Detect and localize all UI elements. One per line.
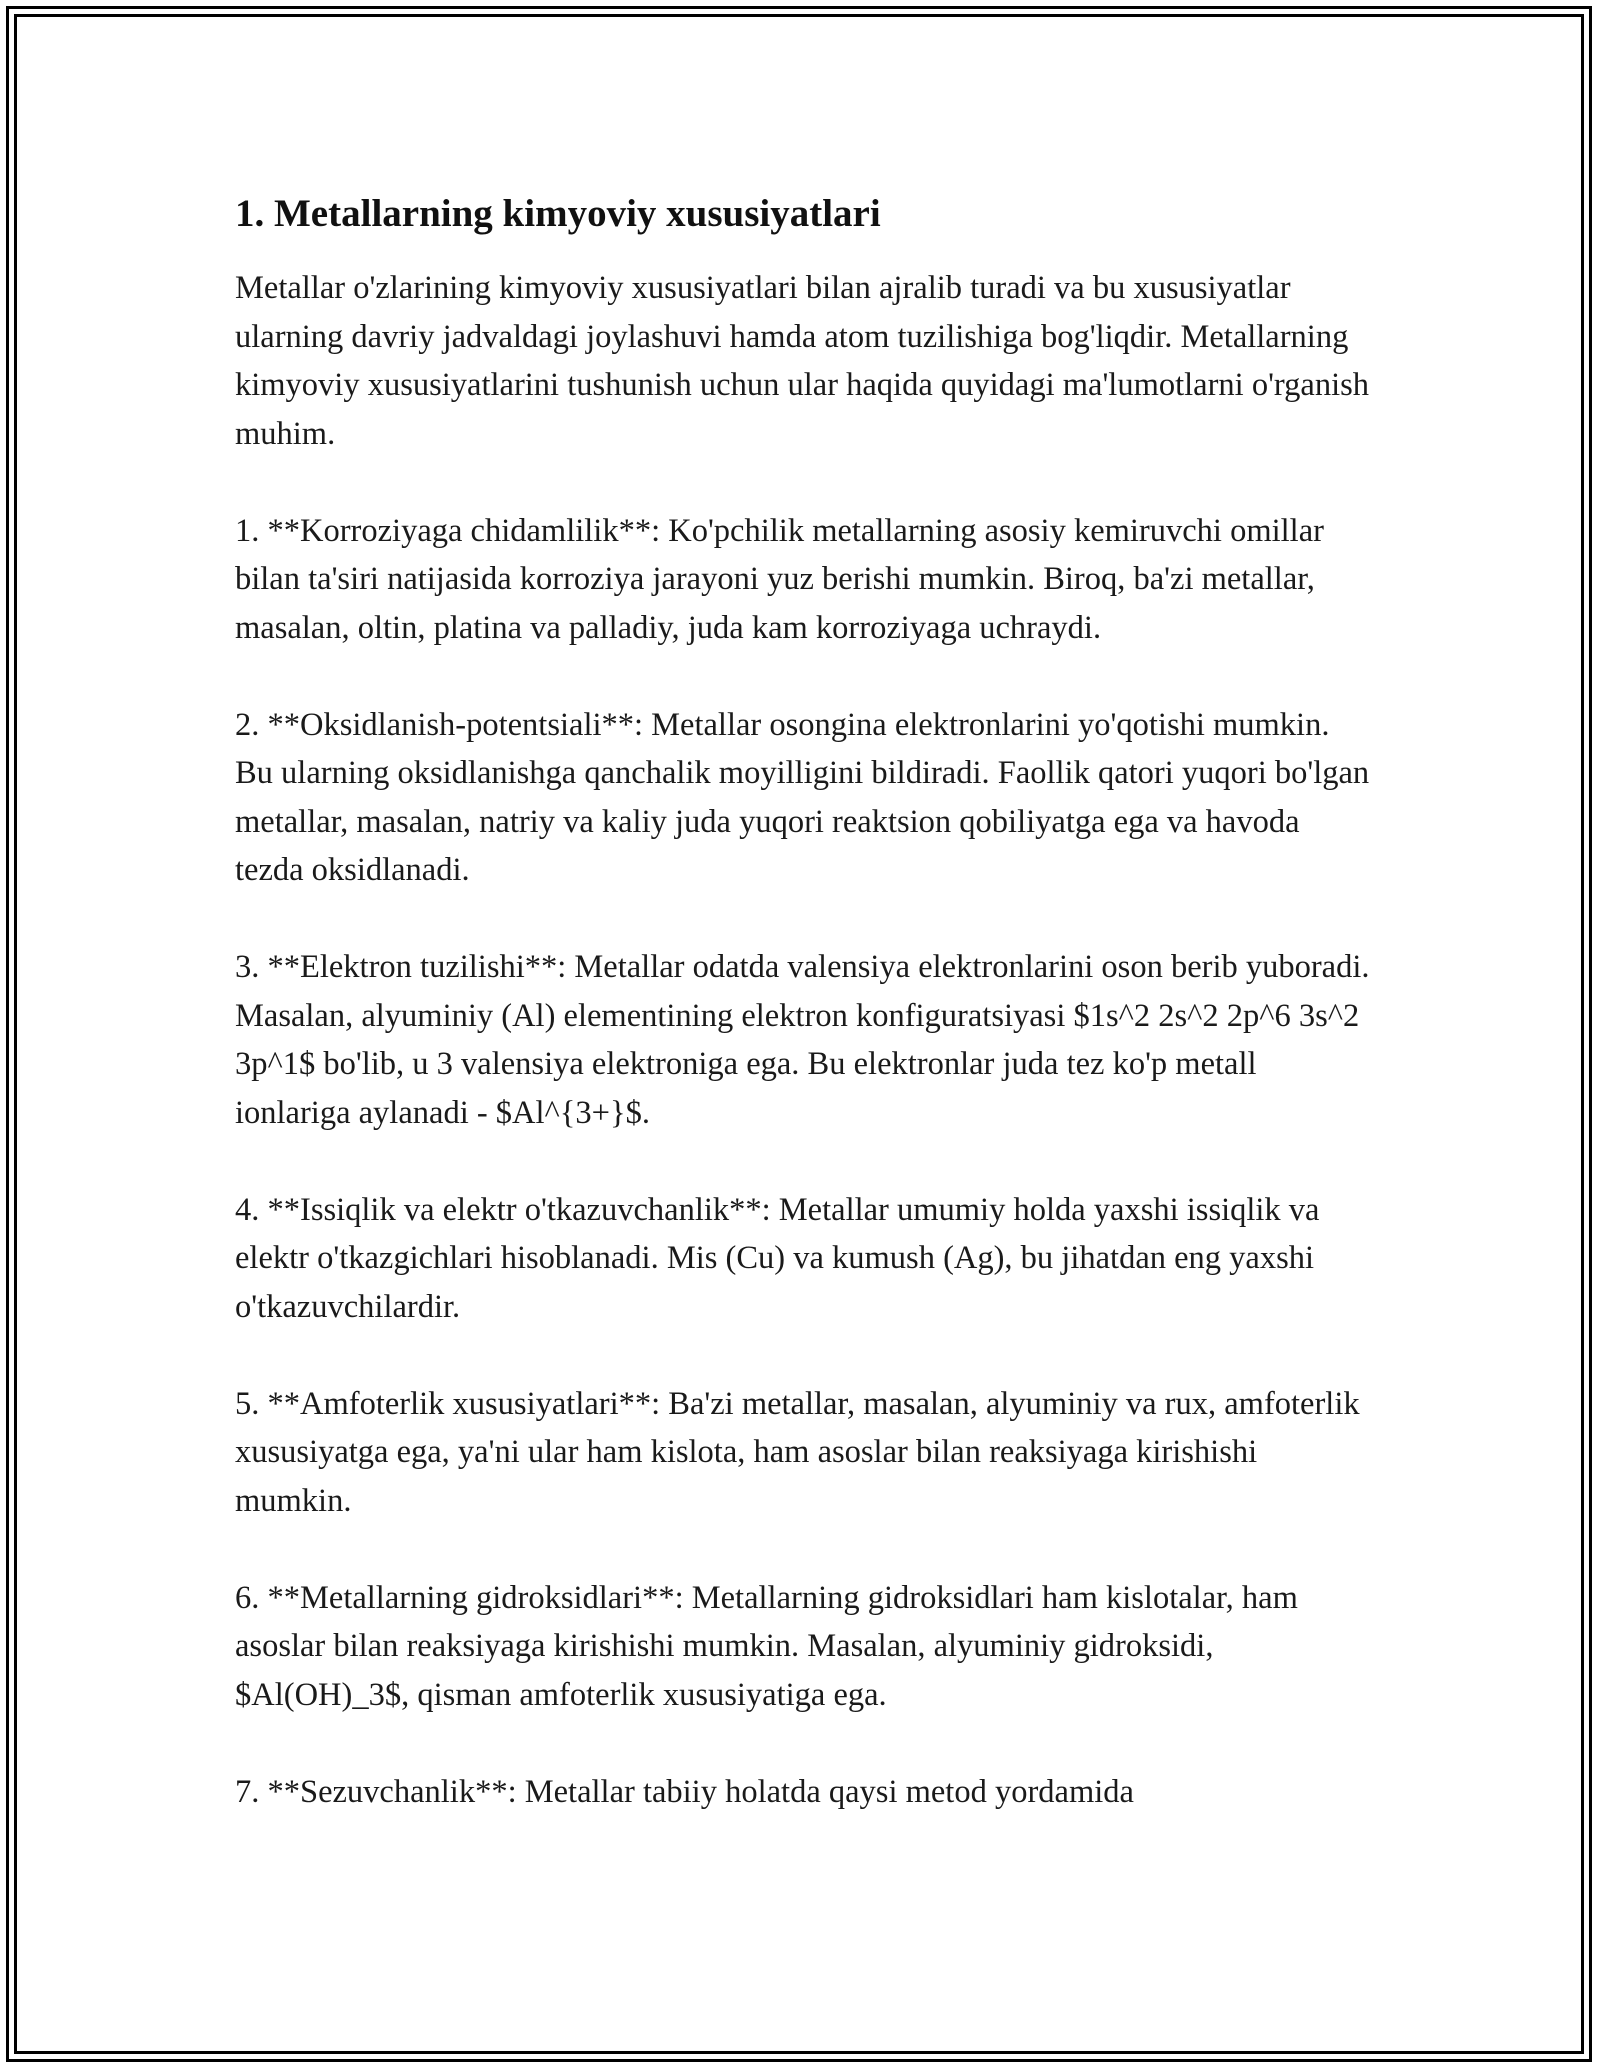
list-item: 4. **Issiqlik va elektr o'tkazuvchanlik**: Metallar umumiy holda yaxshi issiqlik va elektr o'tkazgichlari hisoblanadi. Mis (Cu) va kumush (Ag), bu jihatdan eng yaxshi o'tkazuvchilardir. (235, 1191, 1320, 1325)
document-title: 1. Metallarning kimyoviy xususiyatlari (235, 192, 881, 235)
list-item: 2. **Oksidlanish-potentsiali**: Metallar osongina elektronlarini yo'qotishi mumkin. Bu ularning oksidlanishga qanchalik moyilligini bildiradi. Faollik qatori yuqori bo'lgan metallar, masalan, natriy va kaliy juda yuqori reaktsion qobiliyatga ega va havoda tezda oksidlanadi. (235, 706, 1370, 888)
intro-paragraph: Metallar o'zlarining kimyoviy xususiyatlari bilan ajralib turadi va bu xususiyatlar ularning davriy jadvaldagi joylashuvi hamda atom tuzilishiga bog'liqdir. Metallarning kimyoviy xususiyatlarini tushunish uchun ular haqida quyidagi ma'lumotlarni o'rganish muhim. (235, 270, 1370, 452)
list-item: 5. **Amfoterlik xususiyatlari**: Ba'zi metallar, masalan, alyuminiy va rux, amfoterlik xususiyatga ega, ya'ni ular ham kislota, ham asoslar bilan reaksiyaga kirishishi mumkin. (235, 1385, 1360, 1519)
list-item: 6. **Metallarning gidroksidlari**: Metallarning gidroksidlari ham kislotalar, ham asoslar bilan reaksiyaga kirishishi mumkin. Masalan, alyuminiy gidroksidi, $Al(OH)_3$, qisman amfoterlik xususiyatiga ega. (235, 1579, 1298, 1713)
document-body (235, 186, 1375, 1816)
list-item: 7. **Sezuvchanlik**: Metallar tabiiy holatda qaysi metod yordamida (235, 1773, 1134, 1810)
list-item: 1. **Korroziyaga chidamlilik**: Ko'pchilik metallarning asosiy kemiruvchi omillar bilan ta'siri natijasida korroziya jarayoni yuz berishi mumkin. Biroq, ba'zi metallar, masalan, oltin, platina va palladiy, juda kam korroziyaga uchraydi. (235, 512, 1324, 646)
list-item: 3. **Elektron tuzilishi**: Metallar odatda valensiya elektronlarini oson berib yuboradi. Masalan, alyuminiy (Al) elementining elektron konfiguratsiyasi $1s^2 2s^2 2p^6 3s^2 3p^1$ bo'lib, u 3 valensiya elektroniga ega. Bu elektronlar juda tez ko'p metall ionlariga aylanadi - $Al^{3+}$. (235, 949, 1370, 1131)
